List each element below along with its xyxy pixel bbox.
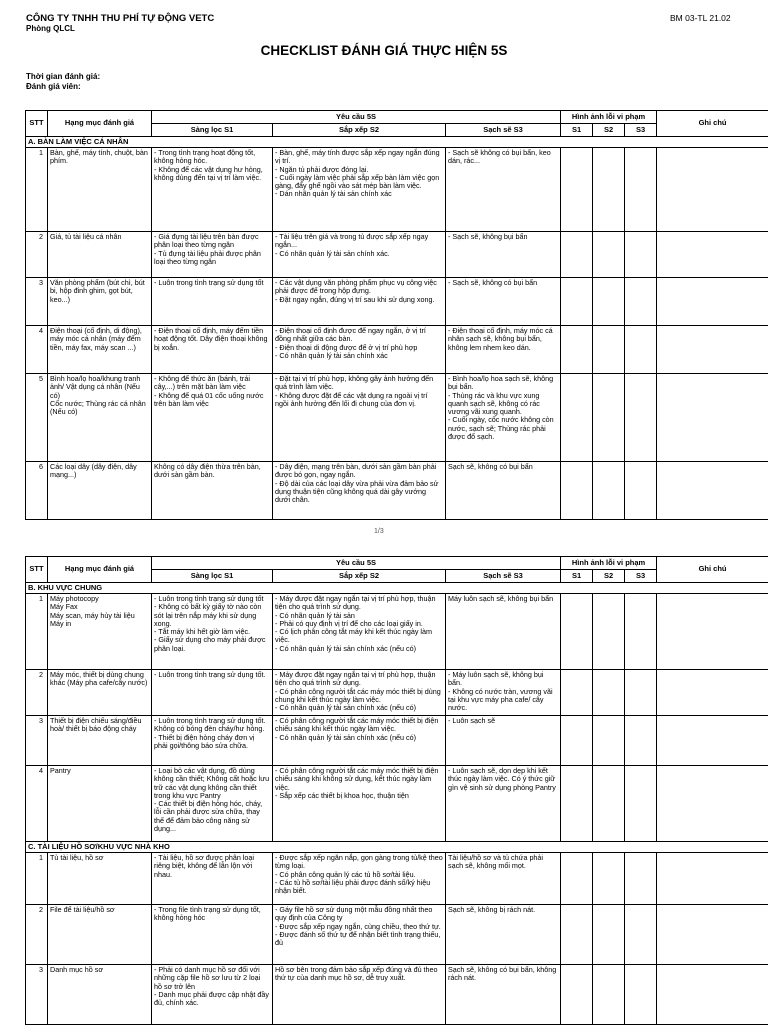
row-violation-s2 xyxy=(593,716,625,766)
row-item: Giá, tủ tài liệu cá nhân xyxy=(48,232,152,278)
row-s2: - Gáy file hồ sơ sử dụng một mẫu đồng nhất theo quy định của Công ty - Được sắp xếp ngay ngắn, cùng chiều, theo thứ tự. - Được đánh số thứ tự để nhận biết tình trạng thiếu, đủ xyxy=(273,905,446,965)
checklist-table-2 xyxy=(25,556,768,1025)
table-row xyxy=(26,232,768,278)
row-violation-s1 xyxy=(561,670,593,716)
section-title: B. KHU VỰC CHUNG xyxy=(26,583,768,594)
row-violation-s2 xyxy=(593,594,625,670)
row-s3: - Bình hoa/lọ hoa sạch sẽ, không bụi bẩn. - Thùng rác và khu vực xung quanh sạch sẽ, không có rác vương vãi xung quanh. - Cuối ngày, cốc nước không còn nước, sạch sẽ; Thùng rác phải được đổ sạch. xyxy=(446,374,561,462)
header-violation-s3: S3 xyxy=(625,124,657,137)
row-stt: 1 xyxy=(26,148,48,232)
header-s3: Sạch sẽ S3 xyxy=(446,570,561,583)
row-stt: 1 xyxy=(26,853,48,905)
row-violation-s1 xyxy=(561,594,593,670)
row-note xyxy=(657,594,768,670)
table-row xyxy=(26,853,768,905)
row-stt: 4 xyxy=(26,766,48,842)
row-violation-s2 xyxy=(593,148,625,232)
eval-time-label: Thời gian đánh giá: xyxy=(26,72,100,81)
row-s2: - Tài liệu trên giá và trong tủ được sắp xếp ngay ngắn... - Có nhãn quản lý tài sản chính xác. xyxy=(273,232,446,278)
row-violation-s1 xyxy=(561,326,593,374)
row-violation-s3 xyxy=(625,594,657,670)
row-violation-s3 xyxy=(625,766,657,842)
row-violation-s3 xyxy=(625,670,657,716)
row-item: Điện thoại (cố định, di động), máy móc cá nhân (máy đếm tiền, máy fax, máy scan ...) xyxy=(48,326,152,374)
row-violation-s3 xyxy=(625,278,657,326)
row-s1: Không có dây điện thừa trên bàn, dưới sàn gầm bàn. xyxy=(152,462,273,520)
row-stt: 3 xyxy=(26,278,48,326)
row-stt: 3 xyxy=(26,716,48,766)
header-violation-s2: S2 xyxy=(593,124,625,137)
row-violation-s2 xyxy=(593,232,625,278)
header-violation-s1: S1 xyxy=(561,570,593,583)
table-row xyxy=(26,148,768,232)
form-code: BM 03-TL 21.02 xyxy=(670,13,731,23)
row-note xyxy=(657,326,768,374)
row-violation-s1 xyxy=(561,148,593,232)
header-stt: STT xyxy=(26,111,48,137)
row-stt: 2 xyxy=(26,670,48,716)
table-row xyxy=(26,462,768,520)
row-violation-s2 xyxy=(593,766,625,842)
row-stt: 2 xyxy=(26,232,48,278)
table-row xyxy=(26,326,768,374)
row-s3: - Luôn sạch sẽ xyxy=(446,716,561,766)
row-item: Thiết bị điện chiếu sáng/điều hoà/ thiết bị báo động cháy xyxy=(48,716,152,766)
row-s1: - Luôn trong tình trạng sử dụng tốt. xyxy=(152,670,273,716)
row-stt: 5 xyxy=(26,374,48,462)
row-violation-s2 xyxy=(593,374,625,462)
row-s2: - Có phân công người tắt các máy móc thiết bị điện chiếu sáng khi không sử dụng, kết thúc ngày làm việc. - Sắp xếp các thiết bị khoa học, thuận tiện xyxy=(273,766,446,842)
header-note: Ghi chú xyxy=(657,111,768,137)
row-violation-s1 xyxy=(561,462,593,520)
row-s2: - Được sắp xếp ngăn nắp, gọn gàng trong tủ/kệ theo từng loại. - Có phân công quản lý các tủ hồ sơ/tài liệu. - Các tủ hồ sơ/tài liệu phải được đánh số/ký hiệu nhận biết. xyxy=(273,853,446,905)
header-violation-s3: S3 xyxy=(625,570,657,583)
row-stt: 2 xyxy=(26,905,48,965)
row-s2: Hồ sơ bên trong đảm bảo sắp xếp đúng và đủ theo thứ tự của danh mục hồ sơ, dễ truy xuất. xyxy=(273,965,446,1025)
row-stt: 4 xyxy=(26,326,48,374)
header-s2: Sắp xếp S2 xyxy=(273,570,446,583)
row-item: Văn phòng phẩm (bút chì, bút bi, hộp đinh ghim, gọt bút, keo...) xyxy=(48,278,152,326)
row-stt: 6 xyxy=(26,462,48,520)
row-item: Bàn, ghế, máy tính, chuột, bàn phím. xyxy=(48,148,152,232)
row-s2: - Đặt tại vị trí phù hợp, không gây ảnh hưởng đến quá trình làm việc. - Không được đặt để các vật dụng ra ngoài vị trí ngồi ảnh hưởng đến lối đi chung của đơn vị. xyxy=(273,374,446,462)
row-note xyxy=(657,232,768,278)
table-row xyxy=(26,766,768,842)
row-s1: - Không để thức ăn (bánh, trái cây,...) trên mặt bàn làm việc - Không để quá 01 cốc uống nước trên bàn làm việc xyxy=(152,374,273,462)
row-s3: - Sạch sẽ, không bụi bẩn xyxy=(446,232,561,278)
header-s2: Sắp xếp S2 xyxy=(273,124,446,137)
row-note xyxy=(657,670,768,716)
row-s1: - Tài liệu, hồ sơ được phân loại riêng biệt, không để lẫn lộn với nhau. xyxy=(152,853,273,905)
table-row xyxy=(26,905,768,965)
row-violation-s2 xyxy=(593,278,625,326)
row-violation-s3 xyxy=(625,965,657,1025)
header-requirement: Yêu cầu 5S xyxy=(152,557,561,570)
row-s1: - Luôn trong tình trạng sử dụng tốt - Không có bất kỳ giấy tờ nào còn sót lại trên nắp máy khi sử dụng xong. - Tắt máy khi hết giờ làm việc. - Giấy sử dụng cho máy phải được phân loại. xyxy=(152,594,273,670)
row-s2: - Có phân công người tắt các máy móc thiết bị điện chiếu sáng khi kết thúc ngày làm việc. - Có nhãn quản lý tài sản chính xác (nếu có) xyxy=(273,716,446,766)
row-note xyxy=(657,716,768,766)
header-violation: Hình ảnh lỗi vi phạm xyxy=(561,111,657,124)
document-title: CHECKLIST ĐÁNH GIÁ THỰC HIỆN 5S xyxy=(0,43,768,58)
row-violation-s3 xyxy=(625,462,657,520)
row-violation-s1 xyxy=(561,232,593,278)
row-item: File để tài liệu/hồ sơ xyxy=(48,905,152,965)
table-row xyxy=(26,965,768,1025)
header-item: Hạng mục đánh giá xyxy=(48,111,152,137)
table-row xyxy=(26,594,768,670)
row-violation-s2 xyxy=(593,853,625,905)
row-violation-s2 xyxy=(593,670,625,716)
evaluator-label: Đánh giá viên: xyxy=(26,82,81,91)
row-s3: - Luôn sạch sẽ, dọn dẹp khi kết thúc ngày làm việc. Có ý thức giữ gìn vệ sinh sử dụng phòng Pantry xyxy=(446,766,561,842)
row-note xyxy=(657,965,768,1025)
row-stt: 3 xyxy=(26,965,48,1025)
checklist-table-1 xyxy=(25,110,768,520)
header-s1: Sàng lọc S1 xyxy=(152,570,273,583)
row-note xyxy=(657,278,768,326)
table-row xyxy=(26,374,768,462)
row-s3: - Điện thoại cố định, máy móc cá nhân sạch sẽ, không bụi bẩn, không lem nhem keo dán. xyxy=(446,326,561,374)
table-row xyxy=(26,278,768,326)
row-violation-s2 xyxy=(593,462,625,520)
row-s3: - Sạch sẽ, không có bụi bẩn xyxy=(446,278,561,326)
row-violation-s1 xyxy=(561,905,593,965)
row-s2: - Dây điện, mạng trên bàn, dưới sàn gầm bàn phải được bó gọn, ngay ngắn. - Độ dài của các loại dây vừa phải vừa đảm bảo sử dụng thuận tiện cũng không quá dài gây vướng dưới chân. xyxy=(273,462,446,520)
row-violation-s3 xyxy=(625,232,657,278)
row-violation-s3 xyxy=(625,374,657,462)
row-note xyxy=(657,905,768,965)
row-item: Tủ tài liệu, hồ sơ xyxy=(48,853,152,905)
page-number: 1/3 xyxy=(374,528,384,535)
row-s3: Sạch sẽ, không có bụi bẩn xyxy=(446,462,561,520)
header-s1: Sàng lọc S1 xyxy=(152,124,273,137)
row-violation-s3 xyxy=(625,716,657,766)
row-s1: - Trong file tình trạng sử dụng tốt, không hỏng hóc xyxy=(152,905,273,965)
row-item: Bình hoa/lọ hoa/khung tranh ảnh/ Vật dụng cá nhân (Nếu có) Cốc nước; Thùng rác cá nhân (Nếu có) xyxy=(48,374,152,462)
row-item: Máy móc, thiết bị dùng chung khác (Máy pha cafe/cây nước) xyxy=(48,670,152,716)
row-violation-s1 xyxy=(561,278,593,326)
header-violation-s1: S1 xyxy=(561,124,593,137)
row-note xyxy=(657,462,768,520)
table-row xyxy=(26,670,768,716)
row-s3: Tài liệu/hồ sơ và tủ chứa phải sạch sẽ, không mối mọt. xyxy=(446,853,561,905)
row-s3: - Máy luôn sạch sẽ, không bụi bẩn. - Không có nước tràn, vương vãi tại khu vực máy pha cafe/ cây nước. xyxy=(446,670,561,716)
row-item: Danh mục hồ sơ xyxy=(48,965,152,1025)
company-name: CÔNG TY TNHH THU PHÍ TỰ ĐỘNG VETC xyxy=(26,13,214,24)
row-violation-s3 xyxy=(625,853,657,905)
row-s1: - Giá đựng tài liệu trên bàn được phân loại theo từng ngăn - Tủ đựng tài liệu phải được phân loại theo từng ngăn xyxy=(152,232,273,278)
section-title: A. BÀN LÀM VIỆC CÁ NHÂN xyxy=(26,137,768,148)
row-violation-s3 xyxy=(625,148,657,232)
table-row xyxy=(26,716,768,766)
row-s2: - Máy được đặt ngay ngắn tại vị trí phù hợp, thuận tiện cho quá trình sử dụng. - Có nhãn quản lý tài sản - Phải có quy định vị trí để cho các loại giấy in. - Có lịch phân công tắt máy khi kết thúc ngày làm việc. - Có nhãn quản lý tài sản chính xác (nếu có) xyxy=(273,594,446,670)
row-s3: Sạch sẽ, không bị rách nát. xyxy=(446,905,561,965)
header-stt: STT xyxy=(26,557,48,583)
header-note: Ghi chú xyxy=(657,557,768,583)
row-s2: - Máy được đặt ngay ngắn tại vị trí phù hợp, thuận tiện cho quá trình sử dụng. - Có phân công người tắt các máy móc thiết bị dùng chung khi kết thúc ngày làm việc. - Có nhãn quản lý tài sản chính xác (nếu có) xyxy=(273,670,446,716)
row-violation-s1 xyxy=(561,853,593,905)
row-stt: 1 xyxy=(26,594,48,670)
row-note xyxy=(657,374,768,462)
row-s3: - Sạch sẽ không có bụi bẩn, keo dán, rác... xyxy=(446,148,561,232)
row-violation-s1 xyxy=(561,766,593,842)
row-violation-s3 xyxy=(625,905,657,965)
department-name: Phòng QLCL xyxy=(26,24,75,33)
row-violation-s1 xyxy=(561,716,593,766)
header-s3: Sạch sẽ S3 xyxy=(446,124,561,137)
row-s2: - Điện thoại cố định được để ngay ngắn, ở vị trí đồng nhất giữa các bàn. - Điện thoại di động được để ở vị trí phù hợp - Có nhãn quản lý tài sản chính xác xyxy=(273,326,446,374)
row-item: Các loại dây (dây điện, dây mạng...) xyxy=(48,462,152,520)
row-violation-s1 xyxy=(561,965,593,1025)
row-s2: - Bàn, ghế, máy tính được sắp xếp ngay ngắn đúng vị trí. - Ngăn tủ phải được đóng lại. - Cuối ngày làm việc phải sắp xếp bàn làm việc gọn gàng, đẩy ghế ngồi vào sát mép bàn làm việc. - Dán nhãn quản lý tài sản chính xác xyxy=(273,148,446,232)
row-item: Máy photocopy Máy Fax Máy scan, máy hủy tài liệu Máy in xyxy=(48,594,152,670)
section-title: C. TÀI LIỆU HỒ SƠ/KHU VỰC NHÀ KHO xyxy=(26,842,768,853)
header-violation: Hình ảnh lỗi vi phạm xyxy=(561,557,657,570)
row-note xyxy=(657,853,768,905)
row-note xyxy=(657,766,768,842)
row-violation-s1 xyxy=(561,374,593,462)
row-s1: - Luôn trong tình trạng sử dụng tốt xyxy=(152,278,273,326)
row-violation-s2 xyxy=(593,965,625,1025)
row-s1: - Loại bỏ các vật dụng, đồ dùng không cần thiết; Không cất hoặc lưu trữ các vật dụng không cần thiết trong khu vực Pantry - Các thiết bị điện hỏng hóc, cháy, lỗi cần phải được sửa chữa, thay thế để đảm bảo công năng sử dụng... xyxy=(152,766,273,842)
row-violation-s3 xyxy=(625,326,657,374)
row-s1: - Luôn trong tình trạng sử dụng tốt. Không có bóng đèn cháy/hư hỏng. - Thiết bị điện hỏng cháy đơn vị phải gọi/thông báo sửa chữa. xyxy=(152,716,273,766)
header-violation-s2: S2 xyxy=(593,570,625,583)
row-s3: Máy luôn sạch sẽ, không bụi bẩn xyxy=(446,594,561,670)
row-item: Pantry xyxy=(48,766,152,842)
row-s2: - Các vật dụng văn phòng phẩm phục vụ công việc phải được để trong hộp đựng. - Đặt ngay ngắn, đúng vị trí sau khi sử dụng xong. xyxy=(273,278,446,326)
row-s1: - Trong tình trạng hoạt động tốt, không hỏng hóc. - Không để các vật dụng hư hỏng, không dùng đến tại vị trí làm việc. xyxy=(152,148,273,232)
header-item: Hạng mục đánh giá xyxy=(48,557,152,583)
row-violation-s2 xyxy=(593,905,625,965)
row-s1: - Điện thoại cố định, máy đếm tiền hoạt động tốt. Dây điện thoại không bị xoắn. xyxy=(152,326,273,374)
row-note xyxy=(657,148,768,232)
header-requirement: Yêu cầu 5S xyxy=(152,111,561,124)
row-s1: - Phải có danh mục hồ sơ đối với những cặp file hồ sơ lưu từ 2 loại hồ sơ trở lên - Danh mục phải được cập nhật đầy đủ, chính xác. xyxy=(152,965,273,1025)
row-s3: Sạch sẽ, không có bụi bẩn, không rách nát. xyxy=(446,965,561,1025)
row-violation-s2 xyxy=(593,326,625,374)
